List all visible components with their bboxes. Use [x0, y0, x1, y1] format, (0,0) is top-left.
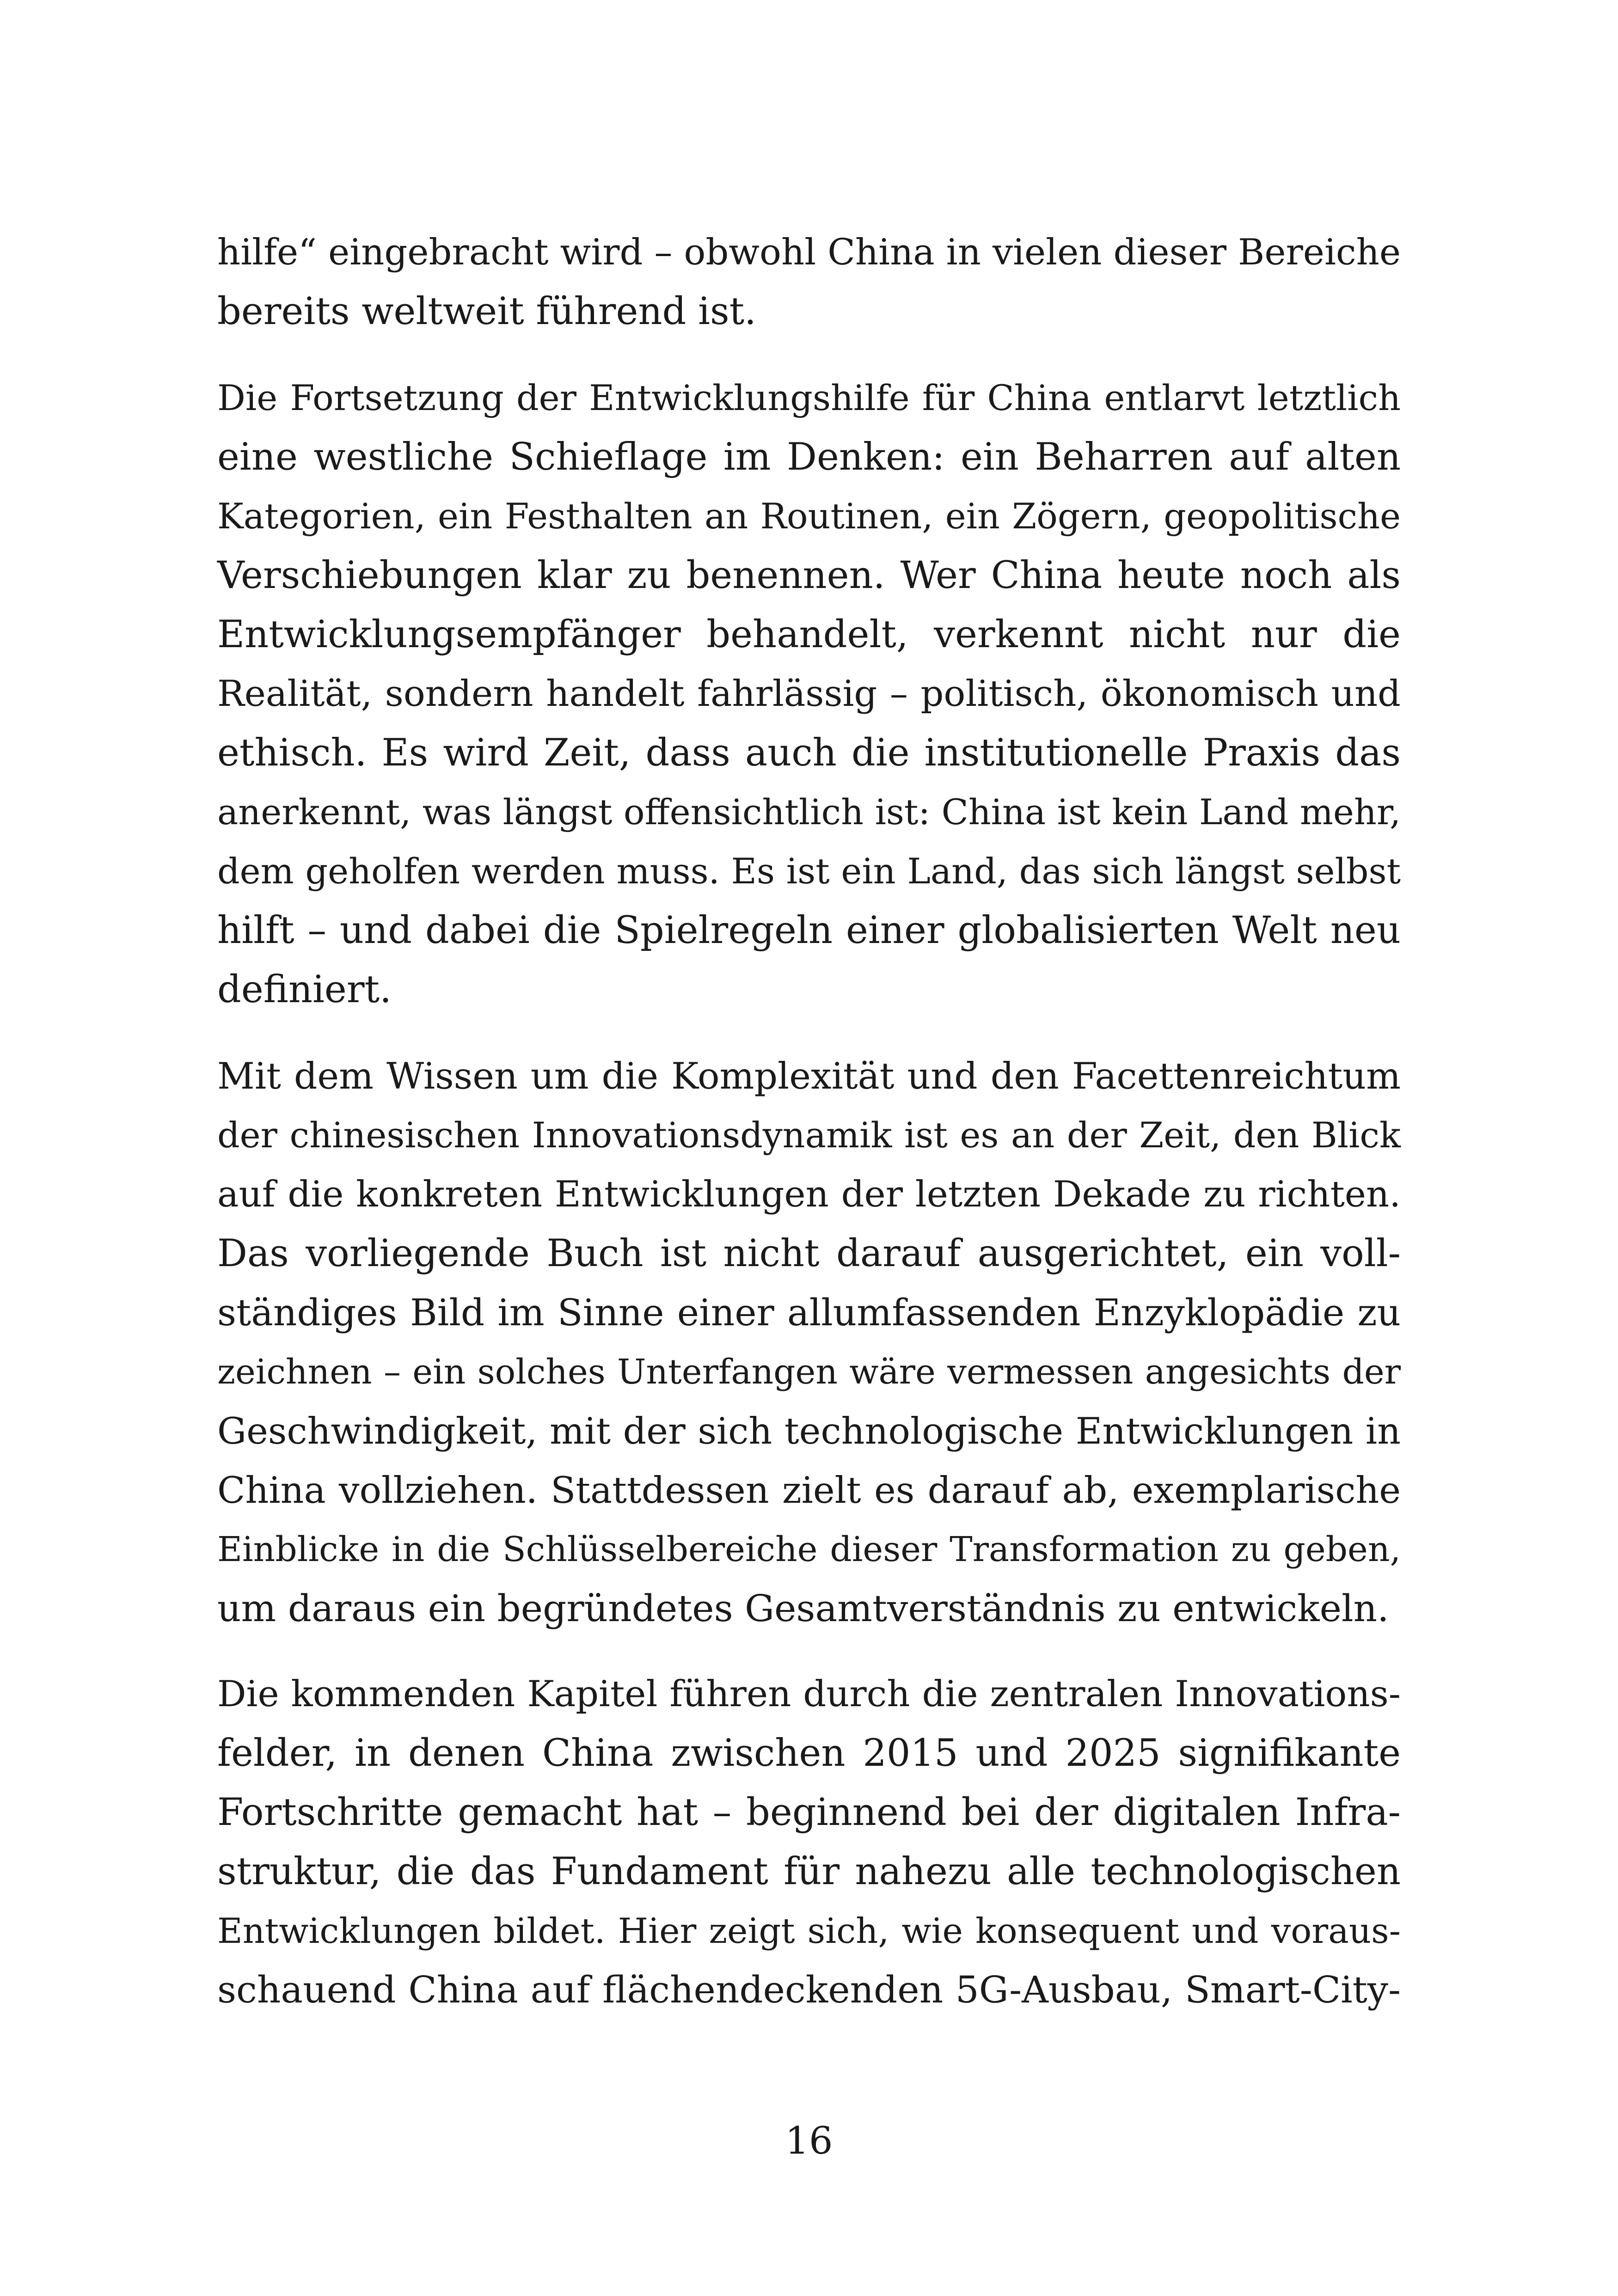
page-number: 16 [785, 2119, 833, 2163]
text-line: Entwicklungsempfänger behandelt, verkennt nicht nur die [217, 613, 1401, 656]
text-line: hilfe“ eingebracht wird – obwohl China in vielen dieser Bereiche [217, 232, 1401, 273]
text-line: Verschiebungen klar zu benennen. Wer China heute noch als [217, 554, 1401, 597]
text-line: Geschwindigkeit, mit der sich technologische Entwicklungen in [217, 1410, 1401, 1452]
text-line: Die kommenden Kapitel führen durch die zentralen Innovations- [217, 1673, 1401, 1715]
paragraph-2 [217, 368, 1401, 1019]
text-line: Fortschritte gemacht hat – beginnend bei der digitalen Infra- [217, 1791, 1401, 1834]
text-line: China vollziehen. Stattdessen zielt es darauf ab, exemplarische [217, 1469, 1401, 1512]
text-line: zeichnen – ein solches Unterfangen wäre vermessen angesichts der [217, 1352, 1401, 1392]
text-line: Das vorliegende Buch ist nicht darauf ausgerichtet, ein voll- [217, 1232, 1401, 1275]
text-line: Die Fortsetzung der Entwicklungshilfe für China entlarvt letztlich [217, 377, 1401, 418]
text-line: struktur, die das Fundament für nahezu alle technologischen [217, 1850, 1401, 1893]
text-line: ethisch. Es wird Zeit, dass auch die institutionelle Praxis das [217, 731, 1401, 775]
text-line: anerkennt, was längst offensichtlich ist: China ist kein Land mehr, [217, 791, 1401, 833]
text-line: schauend China auf flächendeckenden 5G-Ausbau, Smart-City- [217, 1968, 1401, 2011]
text-line: ständiges Bild im Sinne einer allumfassenden Enzyklopädie zu [217, 1291, 1401, 1334]
text-line: Einblicke in die Schlüsselbereiche dieser Transformation zu geben, [217, 1530, 1401, 1569]
text-line: Mit dem Wissen um die Komplexität und den Facettenreichtum [217, 1055, 1401, 1097]
text-line: auf die konkreten Entwicklungen der letzten Dekade zu richten. [217, 1174, 1401, 1215]
text-line: definiert. [217, 968, 392, 1011]
text-line: Entwicklungen bildet. Hier zeigt sich, wie konsequent und voraus- [217, 1910, 1401, 1951]
text-line: Realität, sondern handelt fahrlässig – politisch, ökonomisch und [217, 673, 1401, 715]
text-line: felder, in denen China zwischen 2015 und 2025 signifikante [217, 1732, 1401, 1775]
paragraph-3 [217, 1047, 1401, 1638]
text-line: Kategorien, ein Festhalten an Routinen, ein Zögern, geopolitische [217, 496, 1401, 537]
text-line: um daraus ein begründetes Gesamtverständnis zu entwickeln. [217, 1587, 1389, 1630]
text-line: bereits weltweit führend ist. [217, 290, 756, 333]
text-line: der chinesischen Innovationsdynamik ist es an der Zeit, den Blick [217, 1114, 1401, 1156]
text-line: hilft – und dabei die Spielregeln einer globalisierten Welt neu [217, 909, 1401, 952]
paragraph-1 [217, 223, 1401, 341]
paragraph-4 [217, 1665, 1401, 2020]
text-line: eine westliche Schieflage im Denken: ein Beharren auf alten [217, 435, 1401, 479]
text-line: dem geholfen werden muss. Es ist ein Land, das sich längst selbst [217, 851, 1401, 892]
